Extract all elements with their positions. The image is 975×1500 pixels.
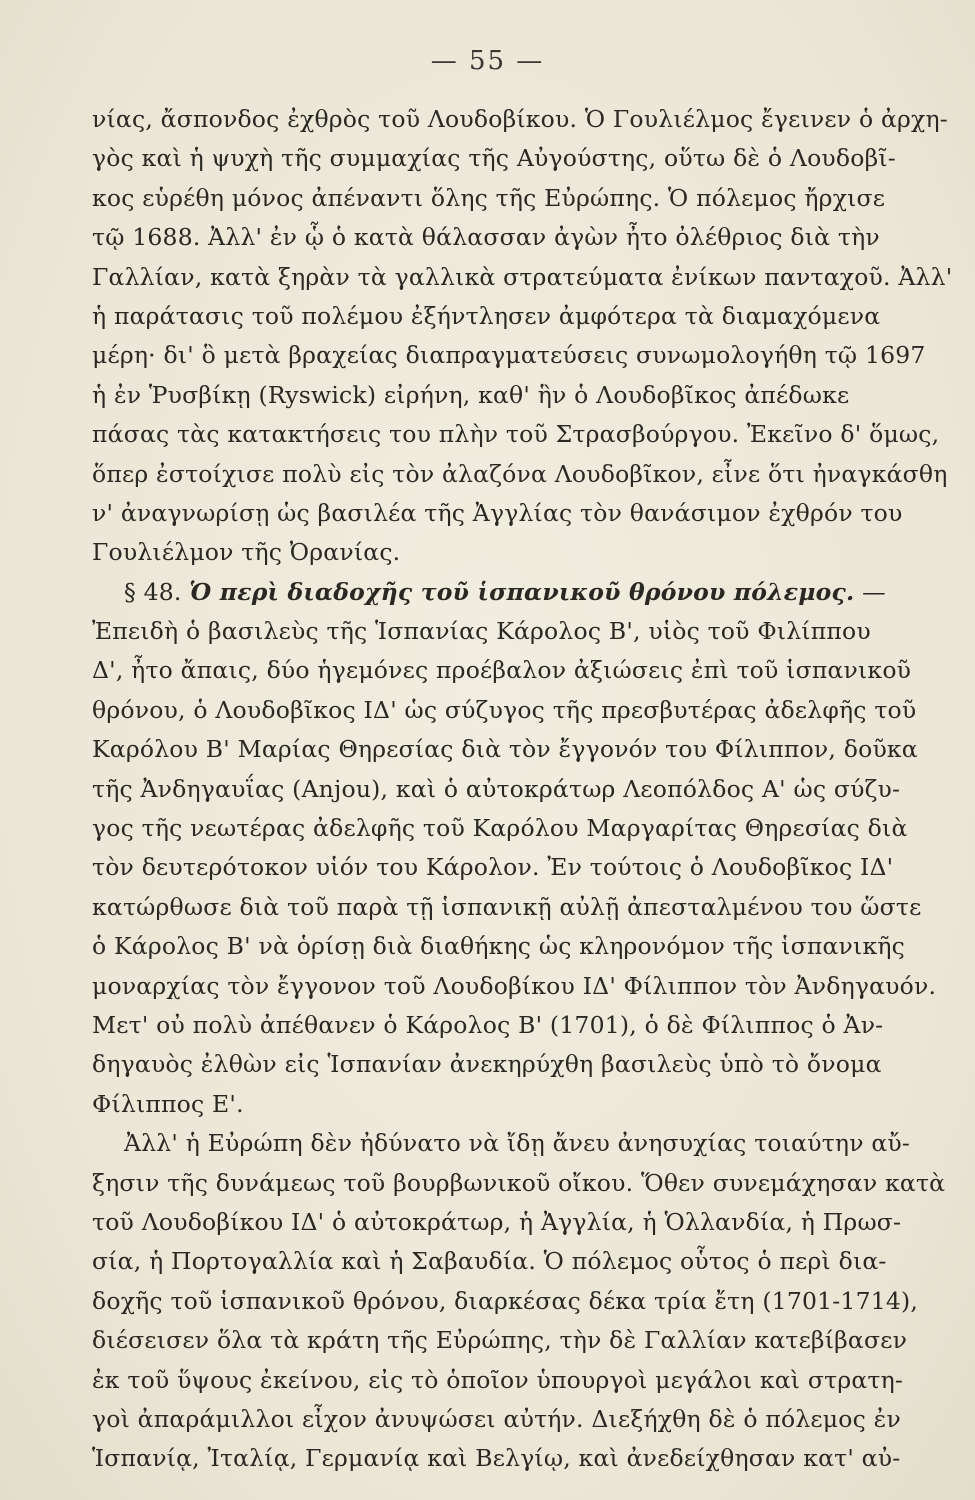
text-line: Δ', ἦτο ἄπαις, δύο ἡγεμόνες προέβαλον ἀξιώσεις ἐπὶ τοῦ ἱσπανικοῦ xyxy=(92,656,912,685)
text-line: μέρη· δι' ὃ μετὰ βραχείας διαπραγματεύσεις συνωμολογήθη τῷ 1697 xyxy=(92,341,926,370)
text-line: νίας, ἄσπονδος ἐχθρὸς τοῦ Λουδοβίκου. Ὁ Γουλιέλμος ἔγεινεν ὁ ἀρχη- xyxy=(92,105,948,133)
text-line: ὁ Κάρολος Β' νὰ ὁρίσῃ διὰ διαθήκης ὡς κληρονόμον τῆς ἱσπανικῆς xyxy=(92,932,905,961)
section-heading-line xyxy=(92,573,886,612)
text-line: Καρόλου Β' Μαρίας Θηρεσίας διὰ τὸν ἔγγονόν του Φίλιππον, δοῦκα xyxy=(92,735,918,764)
text-line: τῆς Ἀνδηγαυΐας (Anjou), καὶ ὁ αὐτοκράτωρ Λεοπόλδος Α' ὡς σύζυ- xyxy=(92,774,901,803)
text-line: τοῦ Λουδοβίκου ΙΔ' ὁ αὐτοκράτωρ, ἡ Ἀγγλία, ἡ Ὁλλανδία, ἡ Πρωσ- xyxy=(92,1207,902,1236)
text-line: θρόνου, ὁ Λουδοβῖκος ΙΔ' ὡς σύζυγος τῆς πρεσβυτέρας ἀδελφῆς τοῦ xyxy=(92,695,917,724)
text-line: τὸν δευτερότοκον υἱόν του Κάρολον. Ἐν τούτοις ὁ Λουδοβῖκος ΙΔ' xyxy=(92,853,894,882)
text-line: σία, ἡ Πορτογαλλία καὶ ἡ Σαβαυδία. Ὁ πόλεμος οὗτος ὁ περὶ δια- xyxy=(92,1247,887,1276)
text-line: ν' ἀναγνωρίσῃ ὡς βασιλέα τῆς Ἀγγλίας τὸν θανάσιμον ἐχθρόν του xyxy=(92,498,903,527)
text-line: γὸς καὶ ἡ ψυχὴ τῆς συμμαχίας τῆς Αὐγούστης, οὕτω δὲ ὁ Λουδοβῖ- xyxy=(92,144,896,173)
text-line: ἡ ἐν Ῥυσβίκῃ (Ryswick) εἰρήνη, καθ' ἣν ὁ Λουδοβῖκος ἀπέδωκε xyxy=(92,380,850,409)
text-line: ἡ παράτασις τοῦ πολέμου ἐξήντλησεν ἀμφότερα τὰ διαμαχόμενα xyxy=(92,301,881,330)
text-line: Ἐπειδὴ ὁ βασιλεὺς τῆς Ἱσπανίας Κάρολος Β', υἱὸς τοῦ Φιλίππου xyxy=(92,617,871,646)
text-line: Ἀλλ' ἡ Εὐρώπη δὲν ἠδύνατο νὰ ἴδῃ ἄνευ ἀνησυχίας τοιαύτην αὔ- xyxy=(124,1129,911,1158)
text-line: κατώρθωσε διὰ τοῦ παρὰ τῇ ἱσπανικῇ αὐλῇ ἀπεσταλμένου του ὥστε xyxy=(92,892,922,921)
text-line: ξησιν τῆς δυνάμεως τοῦ βουρβωνικοῦ οἴκου. Ὅθεν συνεμάχησαν κατὰ xyxy=(92,1168,946,1197)
section-title: Ὁ περὶ διαδοχῆς τοῦ ἱσπανικοῦ θρόνου πόλεμος. xyxy=(189,577,855,606)
text-line: Μετ' οὐ πολὺ ἀπέθανεν ὁ Κάρολος Β' (1701), ὁ δὲ Φίλιππος ὁ Ἀν- xyxy=(92,1010,884,1039)
text-line: ἐκ τοῦ ὕψους ἐκείνου, εἰς τὸ ὁποῖον ὑπουργοὶ μεγάλοι καὶ στρατη- xyxy=(92,1365,904,1394)
text-line: μοναρχίας τὸν ἔγγονον τοῦ Λουδοβίκου ΙΔ' Φίλιππον τὸν Ἀνδηγαυόν. xyxy=(92,971,937,1000)
section-number: § 48. xyxy=(124,577,182,606)
text-line: Φίλιππος Ε'. xyxy=(92,1089,244,1118)
text-line: Γουλιέλμον τῆς Ὀρανίας. xyxy=(92,538,401,567)
text-line: διέσεισεν ὅλα τὰ κράτη τῆς Εὐρώπης, τὴν δὲ Γαλλίαν κατεβίβασεν xyxy=(92,1326,908,1355)
text-line: γος τῆς νεωτέρας ἀδελφῆς τοῦ Καρόλου Μαργαρίτας Θηρεσίας διὰ xyxy=(92,814,908,843)
text-line: Ἱσπανίᾳ, Ἰταλίᾳ, Γερμανίᾳ καὶ Βελγίῳ, καὶ ἀνεδείχθησαν κατ' αὐ- xyxy=(92,1444,901,1473)
text-line: πάσας τὰς κατακτήσεις του πλὴν τοῦ Στρασβούργου. Ἐκεῖνο δ' ὅμως, xyxy=(92,420,940,449)
text-line: δοχῆς τοῦ ἱσπανικοῦ θρόνου, διαρκέσας δέκα τρία ἔτη (1701-1714), xyxy=(92,1286,919,1315)
text-line: ὅπερ ἐστοίχισε πολὺ εἰς τὸν ἀλαζόνα Λουδοβῖκον, εἶνε ὅτι ἠναγκάσθη xyxy=(92,459,948,488)
text-line: τῷ 1688. Ἀλλ' ἐν ᾧ ὁ κατὰ θάλασσαν ἀγὼν ἦτο ὀλέθριος διὰ τὴν xyxy=(92,223,880,252)
page-number: — 55 — xyxy=(430,46,545,76)
section-dash: — xyxy=(862,577,886,606)
text-line: δηγαυὸς ἐλθὼν εἰς Ἱσπανίαν ἀνεκηρύχθη βασιλεὺς ὑπὸ τὸ ὄνομα xyxy=(92,1050,882,1079)
text-line: Γαλλίαν, κατὰ ξηρὰν τὰ γαλλικὰ στρατεύματα ἐνίκων πανταχοῦ. Ἀλλ' xyxy=(92,262,953,291)
text-line: κος εὑρέθη μόνος ἀπέναντι ὅλης τῆς Εὐρώπης. Ὁ πόλεμος ἤρχισε xyxy=(92,183,886,212)
body-text xyxy=(92,100,953,1479)
text-line: γοὶ ἀπαράμιλλοι εἶχον ἀνυψώσει αὐτήν. Διεξήχθη δὲ ὁ πόλεμος ἐν xyxy=(92,1404,901,1433)
